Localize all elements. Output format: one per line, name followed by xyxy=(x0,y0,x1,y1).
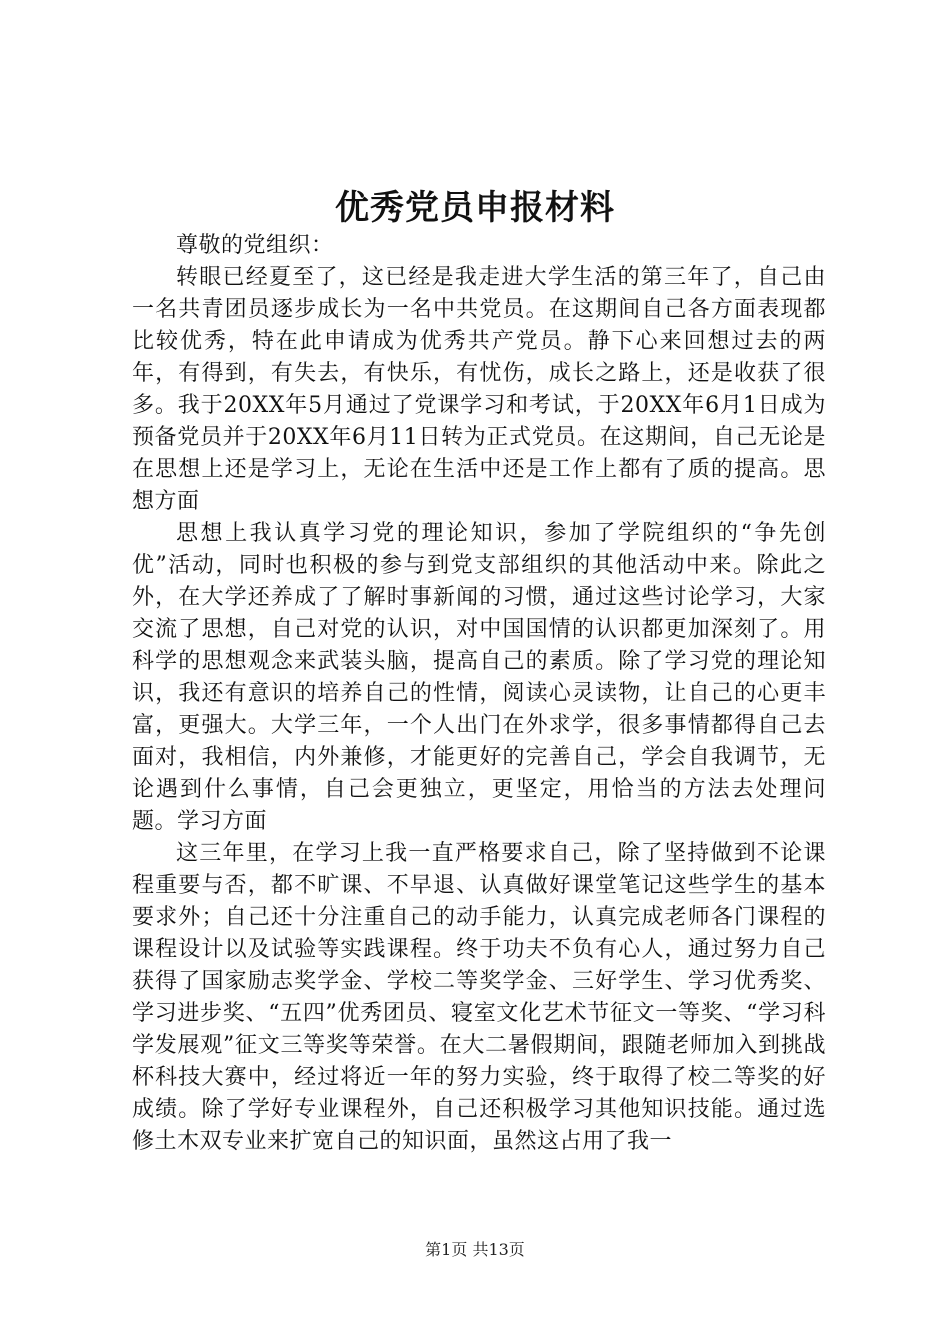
page-number-footer: 第1页 共13页 xyxy=(425,1240,525,1259)
paragraph: 这三年里，在学习上我一直严格要求自己，除了坚持做到不论课程重要与否，都不旷课、不早退、认真做好课堂笔记这些学生的基本要求外；自己还十分注重自己的动手能力，认真完成老师各门课程的课程设计以及试验等实践课程。终于功夫不负有心人，通过努力自己获得了国家励志奖学金、学校二等奖学金、三好学生、学习优秀奖、学习进步奖、“五四”优秀团员、寝室文化艺术节征文一等奖、“学习科学发展观”征文三等奖等荣誉。在大二暑假期间，跟随老师加入到挑战杯科技大赛中，经过将近一年的努力实验，终于取得了校二等奖的好成绩。除了学好专业课程外，自己还积极学习其他知识技能。通过选修土木双专业来扩宽自己的知识面，虽然这占用了我一 xyxy=(132,841,826,1154)
salutation: 尊敬的党组织： xyxy=(176,233,334,258)
document-body xyxy=(132,230,826,1158)
paragraph: 思想上我认真学习党的理论知识，参加了学院组织的“争先创优”活动，同时也积极的参与到党支部组织的其他活动中来。除此之外，在大学还养成了了解时事新闻的习惯，通过这些讨论学习，大家交流了思想，自己对党的认识，对中国国情的认识都更加深刻了。用科学的思想观念来武装头脑，提高自己的素质。除了学习党的理论知识，我还有意识的培养自己的性情，阅读心灵读物，让自己的心更丰富，更强大。大学三年，一个人出门在外求学，很多事情都得自己去面对，我相信，内外兼修，才能更好的完善自己，学会自我调节，无论遇到什么事情，自己会更独立，更坚定，用恰当的方法去处理问题。学习方面 xyxy=(132,521,826,834)
paragraph: 转眼已经夏至了，这已经是我走进大学生活的第三年了，自己由一名共青团员逐步成长为一名中共党员。在这期间自己各方面表现都比较优秀，特在此申请成为优秀共产党员。静下心来回想过去的两年，有得到，有失去，有快乐，有忧伤，成长之路上，还是收获了很多。我于20XX年5月通过了党课学习和考试，于20XX年6月1日成为预备党员并于20XX年6月11日转为正式党员。在这期间，自己无论是在思想上还是学习上，无论在生活中还是工作上都有了质的提高。思想方面 xyxy=(132,265,826,514)
document-title: 优秀党员申报材料 xyxy=(335,188,615,228)
